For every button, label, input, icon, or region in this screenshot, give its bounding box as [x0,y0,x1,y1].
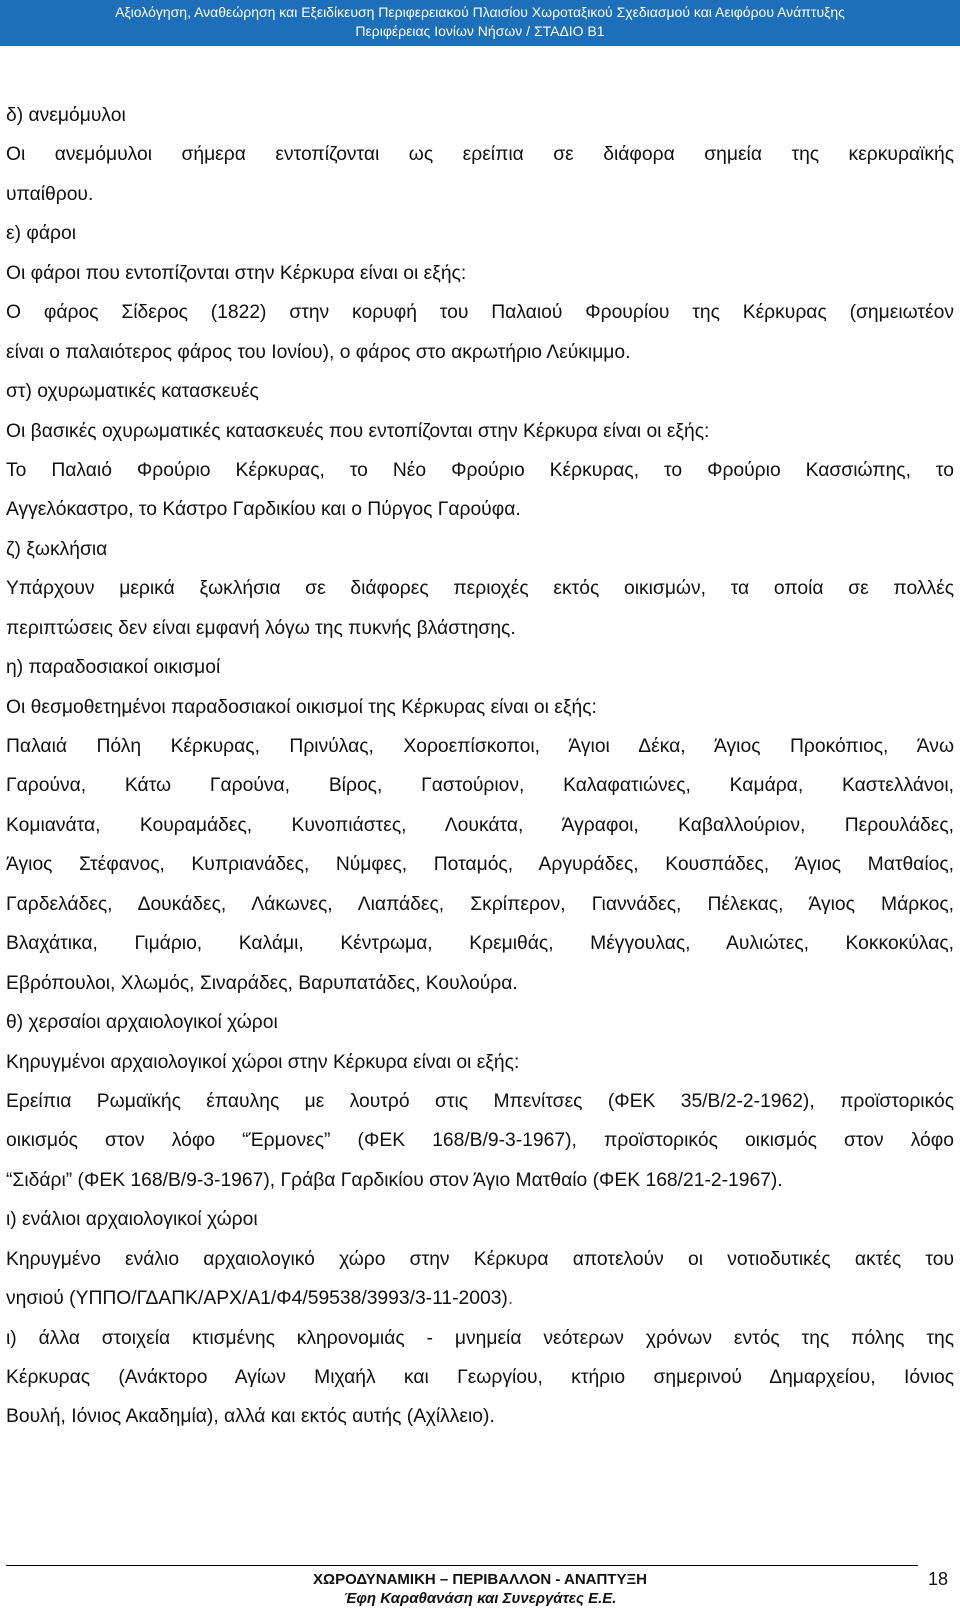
text-line: οικισμός στον λόφο “Έρμονες” (ΦΕΚ 168/Β/9-3-1967), προϊστορικός οικισμός στον λόφο [6,1130,954,1152]
text-line: υπαίθρου. [6,183,94,205]
text-line: Παλαιά Πόλη Κέρκυρας, Πρινύλας, Χοροεπίσκοποι, Άγιοι Δέκα, Άγιος Προκόπιος, Άνω [6,736,954,757]
footer-authors: Έφη Καραθανάση και Συνεργάτες Ε.Ε. [343,1590,617,1607]
text-line: Οι βασικές οχυρωματικές κατασκευές που εντοπίζονται στην Κέρκυρα είναι οι εξής: [6,420,710,442]
text-line: Βλαχάτικα, Γιμάριο, Καλάμι, Κέντρωμα, Κρεμιθάς, Μέγγουλας, Αυλιώτες, Κοκκοκύλας, [6,933,954,955]
heading-lighthouses: ε) φάροι [6,223,76,245]
text-line: Γαρδελάδες, Δουκάδες, Λάκωνες, Λιαπάδες, Σκρίπερον, Γιαννάδες, Πέλεκας, Άγιος Μάρκος, [6,893,954,915]
text-line-content: νησιού (ΥΠΠΟ/ΓΔΑΠΚ/ΑΡΧ/Α1/Φ4/59538/3993/3-11-2003) [6,1288,508,1310]
heading-underwater-archaeological-sites: ι) ενάλιοι αρχαιολογικοί χώροι [6,1209,258,1231]
text-line: “Σιδάρι” (ΦΕΚ 168/Β/9-3-1967), Γράβα Γαρδικίου στον Άγιο Ματθαίο (ΦΕΚ 168/21-2-1967). [6,1169,783,1191]
text-line: Άγιος Στέφανος, Κυπριανάδες, Νύμφες, Ποταμός, Αργυράδες, Κουσπάδες, Άγιος Ματθαίος, [6,854,954,876]
text-line: Οι θεσμοθετημένοι παραδοσιακοί οικισμοί της Κέρκυρας είναι οι εξής: [6,696,597,718]
document-body [6,96,954,1437]
text-line: Γαρούνα, Κάτω Γαρούνα, Βίρος, Γαστούριον, Καλαφατιώνες, Καμάρα, Καστελλάνοι, [6,775,954,797]
text-line: Ερείπια Ρωμαϊκής έπαυλης με λουτρό στις Μπενίτσες (ΦΕΚ 35/Β/2-2-1962), προϊστορικός [6,1090,954,1112]
footer-title: ΧΩΡΟΔΥΝΑΜΙΚΗ – ΠΕΡΙΒΑΛΛΟΝ - ΑΝΑΠΤΥΞΗ [313,1571,647,1588]
text-line: Κηρυγμένοι αρχαιολογικοί χώροι στην Κέρκυρα είναι οι εξής: [6,1051,520,1073]
text-line: Αγγελόκαστρο, το Κάστρο Γαρδικίου και ο Πύργος Γαρούφα. [6,499,521,521]
header-line-1: Αξιολόγηση, Αναθεώρηση και Εξειδίκευση Περιφερειακού Πλαισίου Χωροταξικού Σχεδιασμού και Αειφόρου Ανάπτυξης [115,4,845,20]
heading-fortifications: στ) οχυρωματικές κατασκευές [6,381,259,403]
text-line: Εβρόπουλοι, Χλωμός, Σιναράδες, Βαρυπατάδες, Κουλούρα. [6,972,518,994]
document-header [0,0,960,46]
heading-land-archaeological-sites: θ) χερσαίοι αρχαιολογικοί χώροι [6,1012,278,1034]
text-line: Κομιανάτα, Κουραμάδες, Κυνοπιάστες, Λουκάτα, Άγραφοι, Καβαλλούριον, Περουλάδες, [6,814,954,836]
text-line: περιπτώσεις δεν είναι εμφανή λόγω της πυκνής βλάστησης. [6,617,516,639]
text-line: Οι φάροι που εντοπίζονται στην Κέρκυρα είναι οι εξής: [6,262,467,284]
heading-windmills: δ) ανεμόμυλοι [6,105,126,126]
red-period: . [507,1288,514,1310]
heading-traditional-settlements: η) παραδοσιακοί οικισμοί [6,657,221,679]
heading-chapels: ζ) ξωκλήσια [6,538,108,560]
footer-divider [6,1565,918,1566]
text-line: Βουλή, Ιόνιος Ακαδημία), αλλά και εκτός αυτής (Αχίλλειο). [6,1406,495,1428]
document-footer [0,1570,960,1608]
text-line: Κέρκυρας (Ανάκτορο Αγίων Μιχαήλ και Γεωργίου, κτήριο σημερινού Δημαρχείου, Ιόνιος [6,1367,954,1388]
text-line: Κηρυγμένο ενάλιο αρχαιολογικό χώρο στην Κέρκυρα αποτελούν οι νοτιοδυτικές ακτές του [6,1248,954,1270]
text-line-with-red-period [6,1279,954,1318]
text-line: Το Παλαιό Φρούριο Κέρκυρας, το Νέο Φρούριο Κέρκυρας, το Φρούριο Κασσιώπης, το [6,459,954,481]
text-line: Υπάρχουν μερικά ξωκλήσια σε διάφορες περιοχές εκτός οικισμών, τα οποία σε πολλές [6,578,954,600]
page-number: 18 [927,1569,948,1589]
text-line: Ο φάρος Σίδερος (1822) στην κορυφή του Παλαιού Φρουρίου της Κέρκυρας (σημειωτέον [6,302,954,324]
heading-other-heritage: ι) άλλα στοιχεία κτισμένης κληρονομιάς - μνημεία νεότερων χρόνων εντός της πόλης της [6,1327,954,1349]
text-line: είναι ο παλαιότερος φάρος του Ιονίου), ο φάρος στο ακρωτήριο Λεύκιμμο. [6,341,631,363]
header-line-2: Περιφέρειας Ιονίων Νήσων / ΣΤΑΔΙΟ Β1 [355,23,605,39]
text-line: Οι ανεμόμυλοι σήμερα εντοπίζονται ως ερείπια σε διάφορα σημεία της κερκυραϊκής [6,144,954,166]
